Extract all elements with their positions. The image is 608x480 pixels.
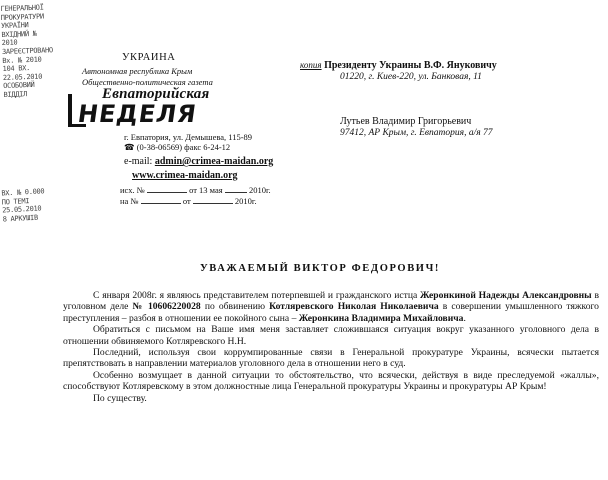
text: С января 2008г. я являюсь представителем потерпевшей и гражданского истца xyxy=(93,290,421,301)
recipient-president-address: 01220, г. Киев-220, ул. Банковая, 11 xyxy=(340,72,482,82)
stamp-line: ОСОБОВИЙ xyxy=(3,81,35,91)
stamp-line: ВІДДІЛ xyxy=(3,90,28,99)
newspaper-logo xyxy=(68,86,268,132)
paragraph: По существу. xyxy=(93,392,147,404)
paragraph: Последний, используя свои коррумпированные связи в Генеральной прокуратуре Украины, всячески пытается препятствовать в направлении материалов уголовного дела в отношении него в суд. xyxy=(63,347,599,370)
letterhead-email xyxy=(124,156,273,167)
ref-blank xyxy=(147,185,187,193)
stamp-line: 25.05.2010 xyxy=(2,204,42,215)
deceased-name: Жеронкина Владимира Михайловича xyxy=(298,312,464,324)
recipient-name: Президенту Украины В.Ф. Януковичу xyxy=(324,60,497,71)
letterhead-address xyxy=(124,132,252,152)
victim-name: Жеронкиной Надежды Александровны xyxy=(420,290,592,301)
stamp-line: ВХ. № 0.000 xyxy=(1,187,45,198)
stamp-line: ПРОКУРАТУРИ xyxy=(0,12,44,22)
website-link[interactable]: www.crimea-maidan.org xyxy=(132,170,238,181)
letterhead-republic: Автономная республика Крым xyxy=(82,66,193,76)
registration-stamp-lower xyxy=(1,187,61,224)
stamp-line: 8 АРКУШІВ xyxy=(2,213,39,224)
email-label: e-mail: xyxy=(124,156,153,167)
stamp-line: ПО ТЕМІ xyxy=(1,196,30,207)
ref-blank xyxy=(225,185,247,193)
paragraph xyxy=(63,290,599,324)
recipient-second-address: 97412, АР Крым, г. Евпатория, а/я 77 xyxy=(340,128,493,138)
outgoing-ref xyxy=(120,185,271,196)
registration-stamp xyxy=(0,3,61,99)
address-line: г. Евпатория, ул. Демышева, 115-89 xyxy=(124,132,253,142)
text: в уголовном деле xyxy=(63,290,600,313)
stamp-line: 104 ВХ. xyxy=(2,64,31,74)
copy-label: копия xyxy=(300,60,322,70)
phone-line: ☎ (0-38-06569) факс 6-24-12 xyxy=(124,142,231,152)
email-link[interactable]: admin@crimea-maidan.org xyxy=(154,156,274,167)
accused-name: Котляревского Николая Николаевича xyxy=(269,301,439,313)
salutation: УВАЖАЕМЫЙ ВИКТОР ФЕДОРОВИЧ! xyxy=(200,263,440,274)
recipient-second: Лутьев Владимир Григорьевич xyxy=(340,116,472,127)
stamp-line: ВХІДНИЙ № xyxy=(1,29,37,39)
letterhead-description: Общественно-политическая газета xyxy=(82,77,213,87)
reference-numbers xyxy=(120,185,271,206)
text: в совершении умышленного тяжкого преступления – разбоя в отношении ее покойного сына – xyxy=(63,301,599,324)
text: по обвинению xyxy=(200,301,270,313)
ref-prefix: исх. № xyxy=(120,185,145,195)
letterhead-country: УКРАИНА xyxy=(122,52,176,63)
paragraph: Особенно возмущает в данной ситуации то обстоятельство, что всячески, действуя в виде преследуемой «жаллы», способствуют Котляревскому в этом должностные лица Генеральной прокуратуры Украины и прокуратуры АР Крым! xyxy=(63,369,599,393)
recipient-president xyxy=(300,60,497,71)
stamp-line: ГЕНЕРАЛЬНОЇ xyxy=(0,3,44,14)
logo-title: НЕДЕЛЯ xyxy=(76,100,199,128)
stamp-line: УКРАЇНИ xyxy=(0,21,29,31)
paragraph: Обратиться с письмом на Ваше имя меня заставляет сложившаяся ситуация вокруг указанного уголовного дела в отношении обвиняемого Котляревского Н.Н. xyxy=(63,324,599,347)
letter-body xyxy=(63,290,599,404)
text: . xyxy=(463,312,466,324)
logo-subtitle: Евпаторийская xyxy=(102,86,210,102)
incoming-ref xyxy=(120,196,271,207)
ref-year: 2010г. xyxy=(234,195,257,206)
ref-prefix: на № xyxy=(120,195,139,206)
ref-year: 2010г. xyxy=(248,185,271,195)
ref-blank xyxy=(141,196,181,204)
stamp-line: ЗАРЕЄСТРОВАНО xyxy=(1,46,54,56)
ref-date: от 13 мая xyxy=(189,185,223,195)
stamp-line: Вх. № 2010 xyxy=(2,55,42,65)
stamp-line: 22.05.2010 xyxy=(2,72,43,82)
case-number: № 10606220028 xyxy=(132,301,201,313)
stamp-line: 2010 xyxy=(1,38,18,48)
ref-blank xyxy=(193,196,233,204)
ref-date: от xyxy=(182,195,191,206)
